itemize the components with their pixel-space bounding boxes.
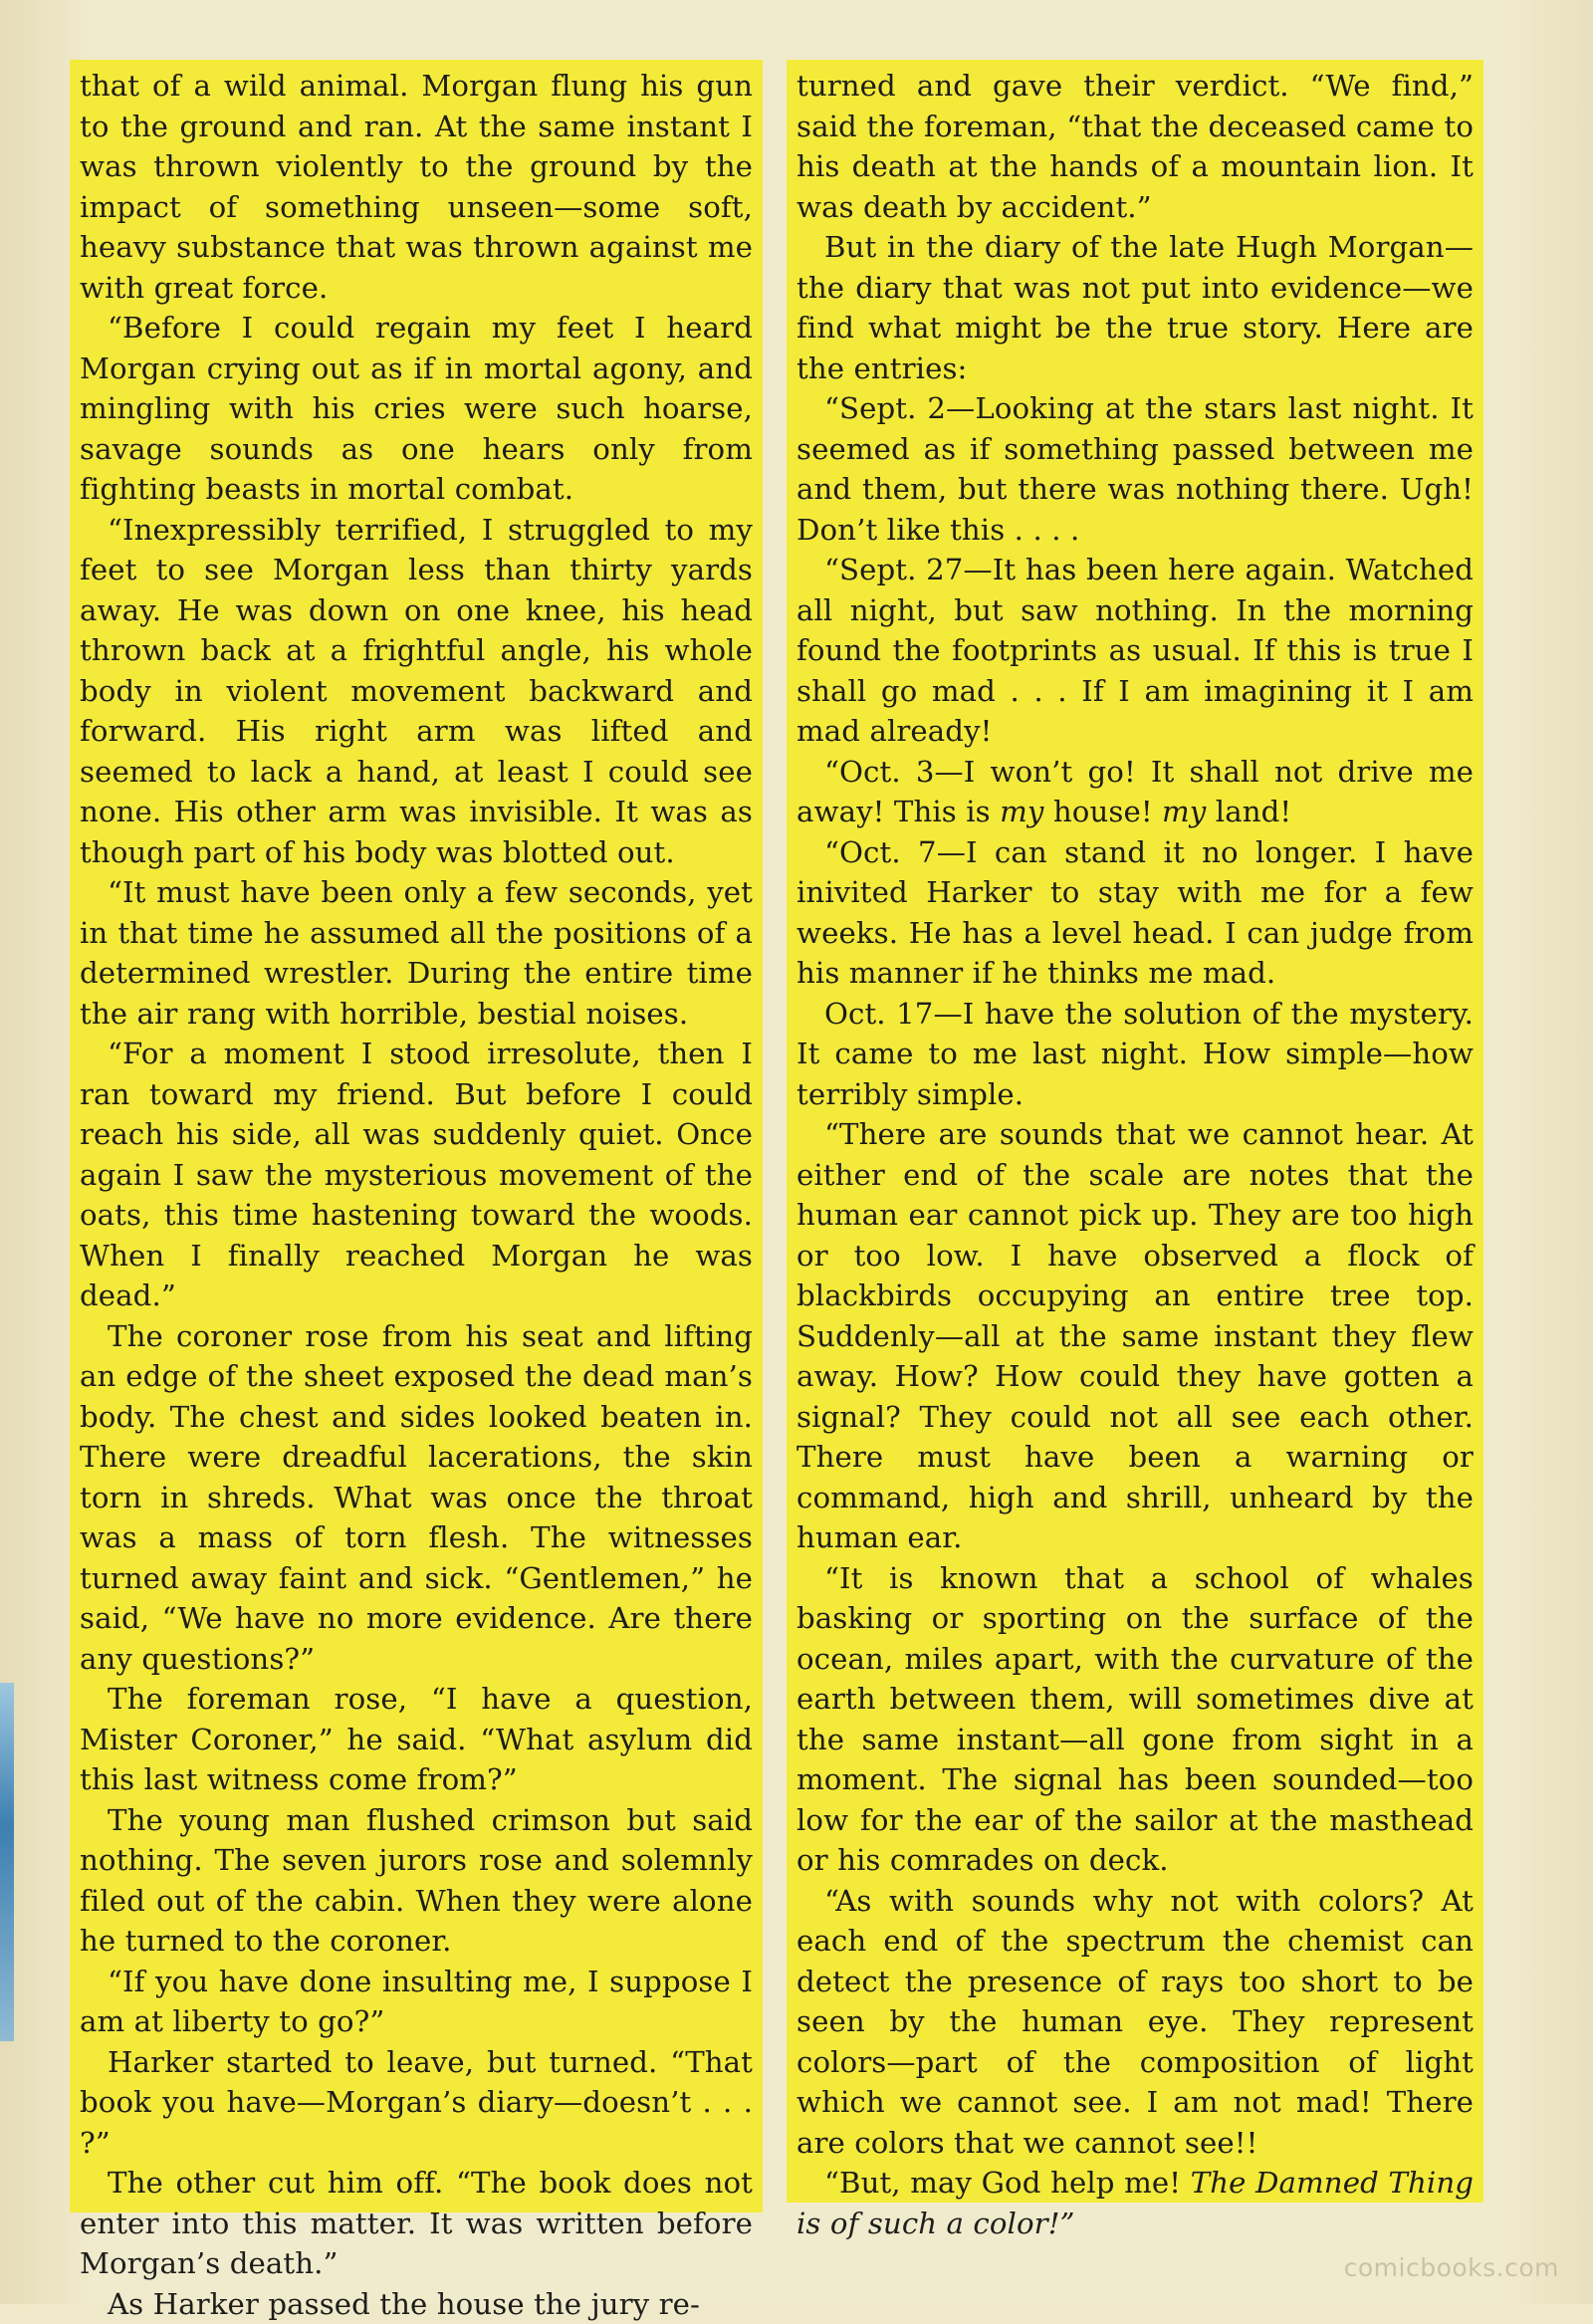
right-text-column	[787, 60, 1483, 2203]
paragraph: “It is known that a school of whales basking or sporting on the surface of the ocean, miles apart, with the curvature of the earth between them, will sometimes dive at the same instant—all gone from sight in a moment. The signal has been sounded—too low for the ear of the sailor at the masthead or his comrades on deck.	[796, 1558, 1474, 1881]
diary-entry: “Sept. 27—It has been here again. Watched all night, but saw nothing. In the morning found the footprints as usual. If this is true I shall go mad . . . If I am imagining it I am mad already!	[796, 550, 1474, 752]
paragraph: The foreman rose, “I have a question, Mister Coroner,” he said. “What asylum did this last witness come from?”	[80, 1679, 753, 1800]
paragraph: “There are sounds that we cannot hear. At either end of the scale are notes that the human ear cannot pick up. They are too high or too low. I have observed a flock of blackbirds occupying an entire tree top. Suddenly—all at the same instant they flew away. How? How could they have gotten a signal? They could not all see each other. There must have been a warning or command, high and shrill, unheard by the human ear.	[796, 1114, 1474, 1558]
adjacent-page-strip	[0, 1683, 14, 2041]
diary-entry: “Sept. 2—Looking at the stars last night. It seemed as if something passed between me and them, but there was nothing there. Ugh! Don’t like this . . . .	[796, 388, 1474, 550]
emphasis: my	[1000, 795, 1043, 828]
text-run: land!	[1206, 795, 1291, 828]
paragraph: Harker started to leave, but turned. “That book you have—Morgan’s diary—doesn’t . . . ?”	[80, 2042, 753, 2164]
left-text-column	[70, 60, 763, 2212]
emphasis: The Damned Thing is of such a color!”	[796, 2166, 1474, 2240]
paragraph: that of a wild animal. Morgan flung his gun to the ground and ran. At the same instant I was thrown violently to the ground by the impact of something unseen—some soft, heavy substance that was thrown against me with great force.	[80, 66, 753, 308]
paragraph: “For a moment I stood irresolute, then I ran toward my friend. But before I could reach his side, all was suddenly quiet. Once again I saw the mysterious movement of the oats, this time hastening toward the woods. When I finally reached Morgan he was dead.”	[80, 1034, 753, 1316]
emphasis: my	[1162, 795, 1206, 828]
paragraph: turned and gave their verdict. “We find,” said the foreman, “that the deceased came to his death at the hands of a mountain lion. It was death by accident.”	[796, 66, 1474, 227]
diary-entry: “Oct. 7—I can stand it no longer. I have inivited Harker to stay with me for a few weeks. He has a level head. I can judge from his manner if he thinks me mad.	[796, 832, 1474, 994]
paragraph: “Before I could regain my feet I heard Morgan crying out as if in mortal agony, and mingling with his cries were such hoarse, savage sounds as one hears only from fighting beasts in mortal combat.	[80, 308, 753, 510]
closing-paragraph	[796, 2163, 1474, 2243]
paragraph: “Inexpressibly terrified, I struggled to my feet to see Morgan less than thirty yards away. He was down on one knee, his head thrown back at a frightful angle, his whole body in violent movement backward and forward. His right arm was lifted and seemed to lack a hand, at least I could see none. His other arm was invisible. It was as though part of his body was blotted out.	[80, 510, 753, 873]
paragraph: The other cut him off. “The book does not enter into this matter. It was written before Morgan’s death.”	[80, 2163, 753, 2284]
diary-entry: Oct. 17—I have the solution of the mystery. It came to me last night. How simple—how terribly simple.	[796, 994, 1474, 1115]
paragraph: The young man flushed crimson but said nothing. The seven jurors rose and solemnly filed out of the cabin. When they were alone he turned to the coroner.	[80, 1800, 753, 1962]
paragraph: But in the diary of the late Hugh Morgan—the diary that was not put into evidence—we find what might be the true story. Here are the entries:	[796, 227, 1474, 388]
diary-entry	[796, 752, 1474, 832]
paragraph: “As with sounds why not with colors? At each end of the spectrum the chemist can detect the presence of rays too short to be seen by the human eye. They represent colors—part of the composition of light which we cannot see. I am not mad! There are colors that we cannot see!!	[796, 1881, 1474, 2164]
paragraph: “If you have done insulting me, I suppose I am at liberty to go?”	[80, 1962, 753, 2042]
paragraph: The coroner rose from his seat and lifting an edge of the sheet exposed the dead man’s body. The chest and sides looked beaten in. There were dreadful lacerations, the skin torn in shreds. What was once the throat was a mass of torn flesh. The witnesses turned away faint and sick. “Gentlemen,” he said, “We have no more evidence. Are there any questions?”	[80, 1316, 753, 1680]
text-run: “But, may God help me!	[824, 2166, 1191, 2200]
text-run: house!	[1044, 795, 1163, 828]
watermark: comicbooks.com	[1344, 2253, 1559, 2282]
paragraph: “It must have been only a few seconds, yet in that time he assumed all the positions of a determined wrestler. During the entire time the air rang with horrible, bestial noises.	[80, 872, 753, 1034]
text-run: “Oct. 3—I won’t go! It shall not drive me away! This is	[796, 755, 1474, 829]
paragraph: As Harker passed the house the jury re-	[80, 2284, 753, 2324]
